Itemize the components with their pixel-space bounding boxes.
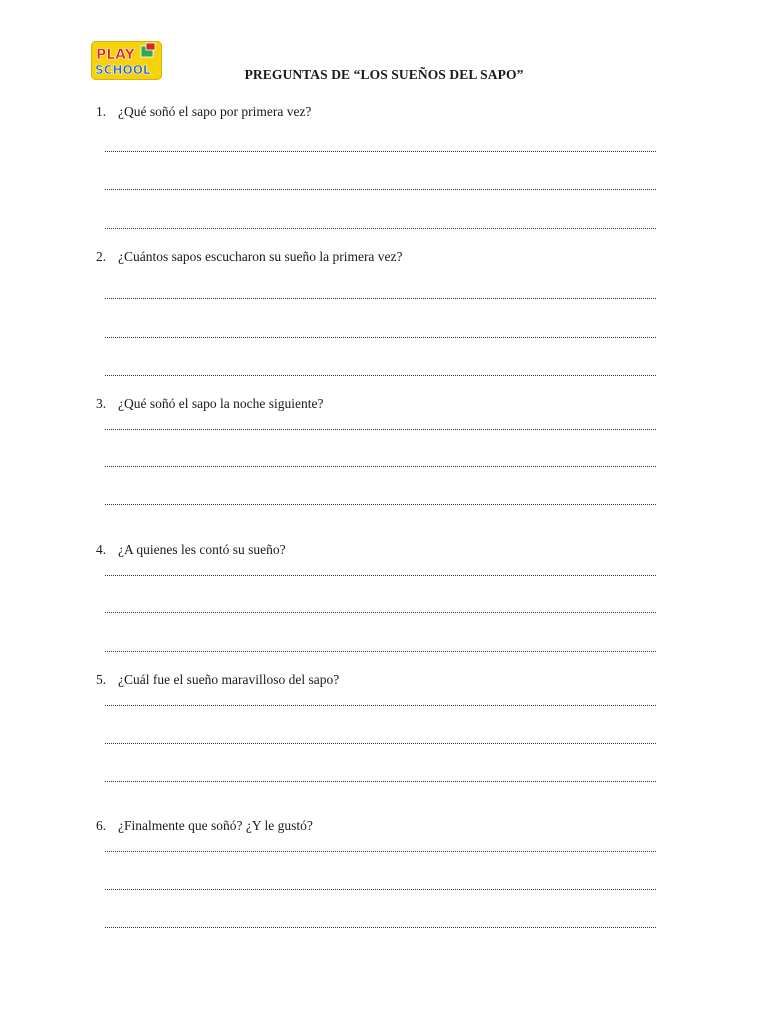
answer-line[interactable]	[105, 337, 656, 338]
answer-line[interactable]	[105, 298, 656, 299]
logo-line2: SCHOOL	[95, 63, 151, 77]
answer-line[interactable]	[105, 429, 656, 430]
toy-block-icon	[141, 43, 155, 57]
question-number: 6.	[96, 818, 107, 833]
answer-line[interactable]	[105, 927, 656, 928]
question-number: 1.	[96, 104, 107, 119]
question-number: 4.	[96, 542, 107, 557]
question-2	[96, 249, 403, 265]
answer-line[interactable]	[105, 151, 656, 152]
answer-line[interactable]	[105, 851, 656, 852]
question-number: 5.	[96, 672, 107, 687]
question-text: ¿Cuántos sapos escucharon su sueño la primera vez?	[118, 249, 403, 264]
answer-line[interactable]	[105, 466, 656, 467]
page-title: PREGUNTAS DE “LOS SUEÑOS DEL SAPO”	[244, 67, 524, 82]
question-3	[96, 396, 323, 412]
answer-line[interactable]	[105, 228, 656, 229]
answer-line[interactable]	[105, 375, 656, 376]
answer-line[interactable]	[105, 889, 656, 890]
question-4	[96, 542, 286, 558]
question-text: ¿Qué soñó el sapo la noche siguiente?	[118, 396, 324, 411]
question-5	[96, 672, 339, 688]
question-number: 2.	[96, 249, 107, 264]
answer-line[interactable]	[105, 189, 656, 190]
answer-line[interactable]	[105, 705, 656, 706]
question-number: 3.	[96, 396, 107, 411]
question-text: ¿Cuál fue el sueño maravilloso del sapo?	[118, 672, 340, 687]
question-6	[96, 818, 313, 834]
answer-line[interactable]	[105, 612, 656, 613]
answer-line[interactable]	[105, 575, 656, 576]
answer-line[interactable]	[105, 743, 656, 744]
answer-line[interactable]	[105, 504, 656, 505]
answer-line[interactable]	[105, 651, 656, 652]
answer-line[interactable]	[105, 781, 656, 782]
question-text: ¿Qué soñó el sapo por primera vez?	[118, 104, 312, 119]
logo-line1: PLAY	[96, 47, 135, 63]
question-1	[96, 104, 311, 120]
question-text: ¿Finalmente que soñó? ¿Y le gustó?	[118, 818, 313, 833]
question-text: ¿A quienes les contó su sueño?	[118, 542, 286, 557]
